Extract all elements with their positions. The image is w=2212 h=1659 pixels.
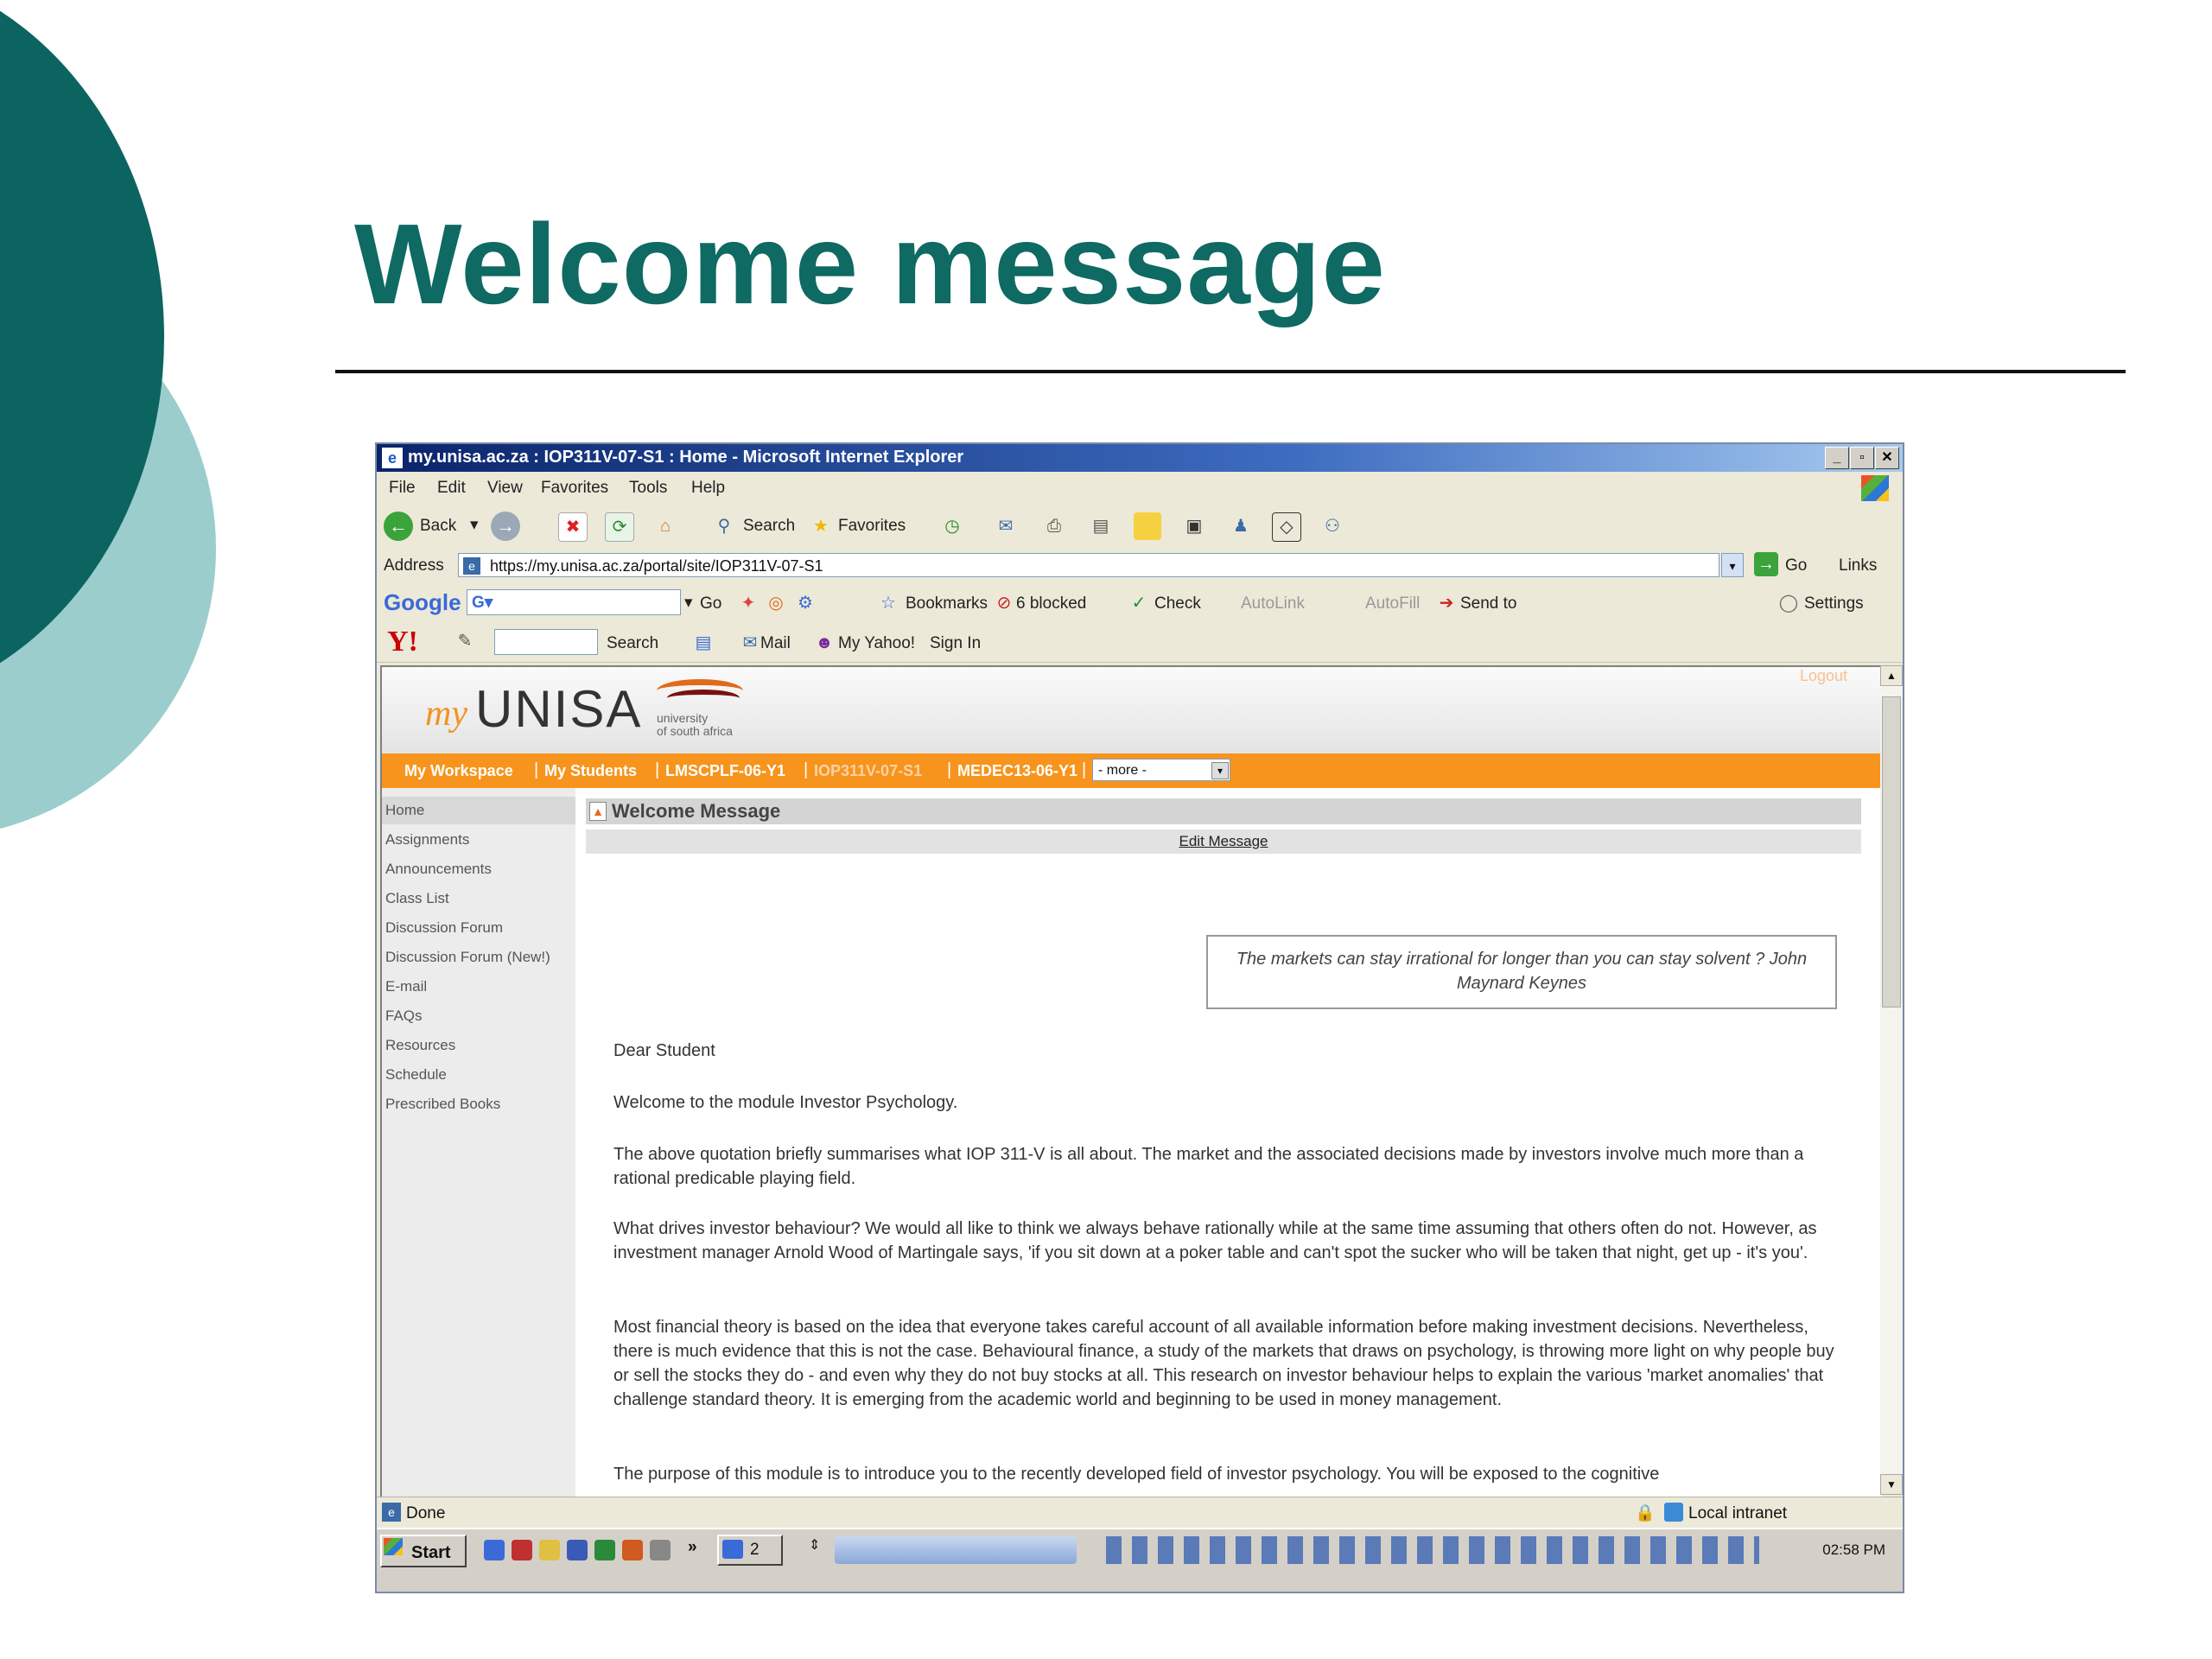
edit-page-icon[interactable]: ▤ xyxy=(1092,517,1109,536)
nav-my-workspace[interactable]: My Workspace xyxy=(404,762,513,779)
quote-box: The markets can stay irrational for longer than you can stay solvent ? John Maynard Keynes xyxy=(1206,935,1837,1009)
menu-bar xyxy=(377,472,1903,505)
pagerank-icon[interactable]: ◎ xyxy=(768,594,784,613)
scroll-up-icon[interactable]: ▲ xyxy=(1880,665,1903,686)
restore-button[interactable]: ▫ xyxy=(1850,447,1874,469)
nav-separator: | xyxy=(804,760,809,779)
page-icon: e xyxy=(463,557,480,575)
settings-icon[interactable]: ◯ xyxy=(1778,594,1799,613)
pencil-icon[interactable]: ✎ xyxy=(457,632,473,651)
nav-separator: | xyxy=(534,760,539,779)
quicklaunch-powerpoint-icon[interactable] xyxy=(622,1540,643,1560)
portal-header xyxy=(382,667,1882,753)
reset-tool-icon[interactable]: ▲ xyxy=(589,802,607,821)
ie-icon: e xyxy=(382,448,403,468)
paragraph-5: The purpose of this module is to introduce you to the recently developed field of investor psychology. You will be exposed to the cognitive xyxy=(613,1465,1660,1484)
browser-window xyxy=(377,444,1903,1592)
home-icon[interactable]: ⌂ xyxy=(659,517,671,536)
blocked-count[interactable]: 6 blocked xyxy=(1016,594,1087,613)
sidebar-item-resources[interactable]: Resources xyxy=(385,1037,456,1053)
edit-message-link[interactable]: Edit Message xyxy=(1179,833,1268,849)
media-player-bar[interactable] xyxy=(835,1536,1077,1564)
go-button[interactable]: Go xyxy=(1785,556,1808,575)
yahoo-mail-icon[interactable]: ✉ xyxy=(742,633,758,652)
menu-file[interactable]: File xyxy=(389,479,416,497)
quicklaunch-excel-icon[interactable] xyxy=(594,1540,615,1560)
nav-medec13[interactable]: MEDEC13-06-Y1 xyxy=(957,762,1078,779)
favorites-star-icon[interactable]: ★ xyxy=(813,517,829,536)
sidebar-item-discussion-forum[interactable]: Discussion Forum xyxy=(385,919,504,936)
search-icon[interactable]: ⚲ xyxy=(717,517,731,536)
check-button[interactable]: Check xyxy=(1154,594,1201,613)
refresh-icon[interactable]: ⟳ xyxy=(605,512,634,542)
go-arrow-icon[interactable]: → xyxy=(1754,552,1778,576)
nav-lmscplf[interactable]: LMSCPLF-06-Y1 xyxy=(665,762,786,779)
address-bar xyxy=(377,550,1903,583)
media-icon[interactable]: ◇ xyxy=(1272,512,1301,542)
welcome-message-title: Welcome Message xyxy=(612,800,781,822)
scroll-thumb[interactable] xyxy=(1882,696,1901,1007)
menu-favorites[interactable]: Favorites xyxy=(541,479,609,497)
google-dropdown-icon[interactable]: ▾ xyxy=(684,594,693,612)
quicklaunch-media-icon[interactable] xyxy=(512,1540,532,1560)
logo-subtitle: university of south africa xyxy=(657,711,733,738)
windows-logo-icon xyxy=(1861,475,1889,501)
edit-bar xyxy=(586,830,1861,854)
back-dropdown-icon[interactable]: ▾ xyxy=(470,516,479,534)
menu-view[interactable]: View xyxy=(487,479,523,497)
google-logo: Google xyxy=(384,589,461,615)
autolink-button[interactable]: AutoLink xyxy=(1241,594,1305,613)
status-bar xyxy=(377,1497,1903,1529)
google-g-icon[interactable]: G▾ xyxy=(472,594,493,612)
nav-separator: | xyxy=(655,760,660,779)
quicklaunch-word-icon[interactable] xyxy=(567,1540,588,1560)
nav-separator: | xyxy=(947,760,952,779)
welcome-message-header xyxy=(586,798,1861,824)
sendto-button[interactable]: Send to xyxy=(1460,594,1517,613)
sidebar-item-email[interactable]: E-mail xyxy=(385,978,428,995)
favorites-label[interactable]: Favorites xyxy=(838,517,906,535)
minimize-button[interactable]: _ xyxy=(1825,447,1849,469)
nav-iop311v-current[interactable]: IOP311V-07-S1 xyxy=(814,762,923,779)
back-arrow-icon[interactable]: ← xyxy=(384,512,413,541)
address-dropdown-icon[interactable]: ▾ xyxy=(1721,553,1744,577)
start-flag-icon xyxy=(384,1538,403,1555)
system-tray-icons[interactable] xyxy=(1103,1536,1759,1564)
vertical-scrollbar[interactable] xyxy=(1880,665,1903,1495)
window-title: my.unisa.ac.za : IOP311V-07-S1 : Home - Microsoft Internet Explorer xyxy=(408,448,964,467)
taskbar-ie-group[interactable]: 2 xyxy=(717,1535,783,1566)
logo-unisa: UNISA xyxy=(475,680,643,738)
print-icon[interactable]: ⎙ xyxy=(1047,517,1061,536)
more-sites-select[interactable]: - more - xyxy=(1092,759,1230,781)
forward-arrow-icon[interactable]: → xyxy=(491,512,520,541)
logo-swoosh-dark-icon xyxy=(667,690,740,707)
quicklaunch-folder-icon[interactable] xyxy=(539,1540,560,1560)
spellcheck-icon[interactable]: ✓ xyxy=(1131,594,1147,613)
paragraph-2: The above quotation briefly summarises what IOP 311-V is all about. The market and the associated decisions made by investors involve much more than a rational predicable playing field. xyxy=(613,1145,1804,1188)
quicklaunch-more-icon[interactable]: » xyxy=(688,1538,697,1556)
google-search-input[interactable] xyxy=(467,589,681,615)
address-label: Address xyxy=(384,556,444,575)
my-yahoo-button[interactable]: My Yahoo! xyxy=(838,634,916,652)
menu-edit[interactable]: Edit xyxy=(437,479,466,497)
scroll-down-icon[interactable]: ▼ xyxy=(1880,1474,1903,1495)
popup-icon[interactable]: ⚙ xyxy=(798,594,813,613)
main-content xyxy=(575,788,1882,1497)
page-viewport xyxy=(380,665,1882,1497)
yahoo-signin-button[interactable]: Sign In xyxy=(930,634,982,652)
logout-link[interactable]: Logout xyxy=(1799,667,1847,684)
links-button[interactable]: Links xyxy=(1839,556,1878,575)
security-zone: Local intranet xyxy=(1688,1504,1788,1522)
quicklaunch-ie-icon[interactable] xyxy=(484,1540,505,1560)
stop-icon[interactable]: ✖ xyxy=(558,512,588,542)
yahoo-toolbar xyxy=(377,622,1903,663)
window-titlebar xyxy=(377,444,1903,472)
start-button[interactable]: Start xyxy=(380,1535,467,1567)
news-icon[interactable]: ✦ xyxy=(741,594,756,613)
bookmarks-star-icon[interactable]: ☆ xyxy=(880,594,896,613)
nav-my-students[interactable]: My Students xyxy=(544,762,638,779)
status-text: Done xyxy=(406,1504,446,1522)
taskbar-ie-icon xyxy=(722,1540,743,1559)
site-nav xyxy=(382,753,1882,788)
yahoo-search-input[interactable] xyxy=(494,629,598,655)
sidebar-item-home[interactable]: Home xyxy=(385,802,425,818)
clock: 02:58 PM xyxy=(1822,1541,1885,1558)
my-yahoo-icon[interactable]: ☻ xyxy=(815,633,834,652)
google-go-button[interactable]: Go xyxy=(700,594,722,613)
sidebar-item-announcements[interactable]: Announcements xyxy=(385,861,492,877)
yahoo-tools-icon[interactable]: ▤ xyxy=(695,633,712,652)
users-icon[interactable]: ⚇ xyxy=(1325,517,1340,536)
yahoo-search-button[interactable]: Search xyxy=(607,634,659,652)
settings-button[interactable]: Settings xyxy=(1804,594,1864,613)
sidebar-item-class-list[interactable]: Class List xyxy=(385,890,449,906)
menu-tools[interactable]: Tools xyxy=(629,479,668,497)
standard-toolbar xyxy=(377,505,1903,550)
sidebar-item-discussion-forum-new[interactable]: Discussion Forum (New!) xyxy=(385,949,550,965)
lock-icon: 🔒 xyxy=(1635,1504,1656,1522)
more-dropdown-icon[interactable]: ▾ xyxy=(1211,762,1229,779)
tool-menu xyxy=(382,788,575,1497)
paragraph-4: Most financial theory is based on the idea that everyone takes careful account of all available information before making investment decisions. Nevertheless, there is much evidence that this is not the case. Behavioural finance, a study of the markets that draws on psychology, is throwing more light on why people buy or sell the stocks they do - and even why they do not buy stocks at all. This research on investor behaviour helps to explain the various 'market anomalies' that challenge standard theory. It is emerging from the academic world and beginning to be used in money management. xyxy=(613,1318,1834,1409)
notes-icon[interactable] xyxy=(1134,512,1161,540)
yahoo-logo-icon: Y! xyxy=(387,626,418,658)
messenger-icon[interactable]: ♟ xyxy=(1233,517,1249,536)
logo-my: my xyxy=(425,694,467,734)
mail-icon[interactable]: ✉ xyxy=(998,517,1014,536)
popup-blocker-icon[interactable]: ⊘ xyxy=(996,594,1012,613)
intranet-zone-icon xyxy=(1664,1503,1683,1522)
title-divider xyxy=(335,370,2126,373)
close-button[interactable]: ✕ xyxy=(1875,447,1899,469)
yahoo-mail-button[interactable]: Mail xyxy=(760,634,791,652)
slide-title: Welcome message xyxy=(354,200,1386,327)
quicklaunch-clock-icon[interactable] xyxy=(650,1540,671,1560)
back-label[interactable]: Back xyxy=(420,517,457,535)
page-done-icon: e xyxy=(382,1503,401,1522)
greeting-text: Dear Student xyxy=(613,1041,715,1060)
nav-separator: | xyxy=(1082,760,1087,779)
address-input[interactable]: https://my.unisa.ac.za/portal/site/IOP311V-07-S1 xyxy=(458,553,1719,577)
bookmarks-button[interactable]: Bookmarks xyxy=(906,594,988,613)
menu-help[interactable]: Help xyxy=(691,479,726,497)
taskbar-scroll-icon[interactable]: ⇕ xyxy=(809,1538,821,1553)
sidebar-item-assignments[interactable]: Assignments xyxy=(385,831,470,848)
sendto-icon[interactable]: ➔ xyxy=(1439,594,1454,613)
taskbar xyxy=(377,1528,1903,1592)
research-icon[interactable]: ▣ xyxy=(1185,517,1203,536)
sidebar-item-faqs[interactable]: FAQs xyxy=(385,1007,423,1024)
search-label[interactable]: Search xyxy=(743,517,796,535)
history-icon[interactable]: ◷ xyxy=(944,517,960,536)
sidebar-item-schedule[interactable]: Schedule xyxy=(385,1066,447,1083)
google-toolbar xyxy=(377,582,1903,623)
paragraph-3: What drives investor behaviour? We would all like to think we always behave rationally while at the same time assuming that others often do not. However, as investment manager Arnold Wood of Martingale says, 'if you sit down at a poker table and can't spot the sucker who will be taken that night, get up - it's you'. xyxy=(613,1219,1817,1262)
sidebar-item-prescribed-books[interactable]: Prescribed Books xyxy=(385,1096,501,1112)
paragraph-1: Welcome to the module Investor Psychology. xyxy=(613,1093,958,1112)
autofill-button[interactable]: AutoFill xyxy=(1365,594,1421,613)
